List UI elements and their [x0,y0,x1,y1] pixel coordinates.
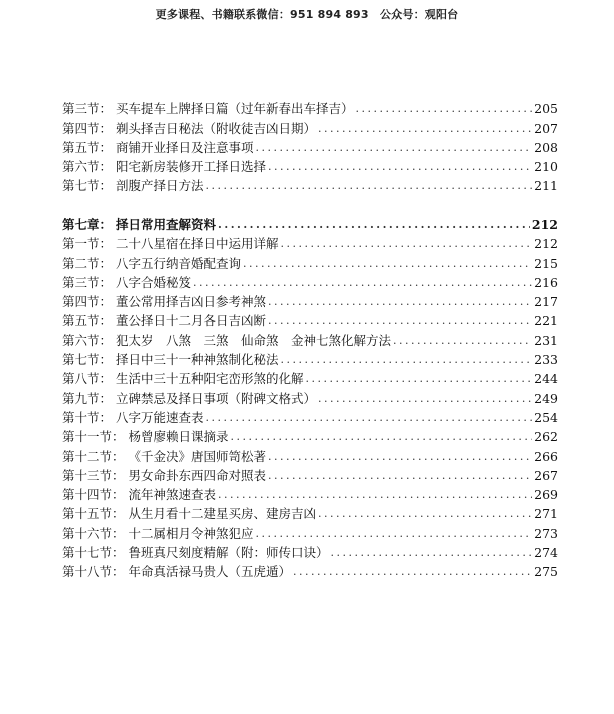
toc-chapter-entry[interactable] [62,211,558,233]
entry-section-number: 第八节： [62,371,113,387]
leader-dots [206,178,533,194]
entry-section-number: 第十一节： [62,429,125,445]
toc-entry[interactable] [62,522,558,541]
leader-dots [193,275,532,291]
chapter-page-number: 212 [531,217,558,232]
entry-page-number: 262 [534,429,558,445]
entry-section-number: 第一节： [62,236,113,252]
entry-page-number: 275 [534,564,558,580]
toc-entry[interactable] [62,407,558,426]
entry-title: 阳宅新房装修开工择日选择 [116,159,267,175]
leader-dots [243,256,532,272]
entry-page-number: 249 [534,390,558,406]
toc-entry[interactable] [62,272,558,291]
toc-entry[interactable] [62,175,558,194]
toc-entry[interactable] [62,233,558,252]
entry-title: 杨曾廖赖日课摘录 [128,429,229,445]
toc-entry[interactable] [62,137,558,156]
entry-page-number: 216 [534,274,558,290]
leader-dots [268,294,532,310]
entry-page-number: 205 [534,101,558,117]
leader-dots [231,429,533,445]
leader-dots [268,449,532,465]
entry-title: 年命真活禄马贵人（五虎遁） [128,564,292,580]
leader-dots [356,101,533,117]
leader-dots [281,236,533,252]
entry-title: 十二属相月令神煞犯应 [128,525,254,541]
toc-entry[interactable] [62,465,558,484]
entry-section-number: 第十七节： [62,545,125,561]
entry-page-number: 266 [534,448,558,464]
entry-title: 剃头择吉日秘法（附收徒吉凶日期） [116,120,317,136]
toc-entry[interactable] [62,387,558,406]
toc-entry[interactable] [62,503,558,522]
toc-entry[interactable] [62,329,558,348]
entry-page-number: 269 [534,487,558,503]
chapter-number: 第七章： [62,217,113,232]
toc-section [62,98,558,194]
entry-page-number: 254 [534,409,558,425]
leader-dots [306,371,533,387]
entry-section-number: 第五节： [62,139,113,155]
entry-section-number: 第十八节： [62,564,125,580]
leader-dots [331,545,533,561]
entry-title: 男女命卦东西四命对照表 [128,467,267,483]
toc-entry[interactable] [62,252,558,271]
entry-page-number: 208 [534,139,558,155]
toc-entry[interactable] [62,349,558,368]
entry-section-number: 第九节： [62,390,113,406]
entry-page-number: 274 [534,545,558,561]
leader-dots [281,352,533,368]
entry-section-number: 第四节： [62,120,113,136]
entry-title: 立碑禁忌及择日事项（附碑文格式） [116,390,317,406]
entry-title: 董公择日十二月各日吉凶断 [116,313,267,329]
entry-section-number: 第十二节： [62,448,125,464]
entry-page-number: 217 [534,294,558,310]
entry-page-number: 267 [534,467,558,483]
toc-entry[interactable] [62,542,558,561]
entry-section-number: 第三节： [62,101,113,117]
toc-entry[interactable] [62,310,558,329]
entry-title: 流年神煞速查表 [128,487,217,503]
entry-title: 剖腹产择日方法 [116,178,204,194]
entry-section-number: 第三节： [62,274,113,290]
entry-section-number: 第十节： [62,409,113,425]
entry-section-number: 第六节： [62,159,113,175]
entry-section-number: 第十五节： [62,506,125,522]
entry-page-number: 210 [534,159,558,175]
toc-entry[interactable] [62,445,558,464]
entry-title: 八字合婚秘笈 [116,274,192,290]
toc-chapter-section [62,211,558,580]
entry-title: 八字五行纳音婚配查询 [116,255,242,271]
entry-section-number: 第四节： [62,294,113,310]
leader-dots [318,121,532,137]
leader-dots [218,217,530,233]
leader-dots [218,487,532,503]
entry-page-number: 211 [534,178,558,194]
entry-section-number: 第七节： [62,178,113,194]
entry-title: 二十八星宿在择日中运用详解 [116,236,279,252]
entry-title: 生活中三十五种阳宅峦形煞的化解 [116,371,304,387]
leader-dots [293,564,532,580]
entry-section-number: 第五节： [62,313,113,329]
toc-entry[interactable] [62,561,558,580]
chapter-title: 择日常用查解资料 [116,217,217,232]
entry-section-number: 第七节： [62,352,113,368]
toc-entry[interactable] [62,368,558,387]
entry-page-number: 231 [534,332,558,348]
leader-dots [393,333,532,349]
leader-dots [268,313,532,329]
toc-entry[interactable] [62,156,558,175]
entry-page-number: 212 [534,236,558,252]
toc-entry[interactable] [62,291,558,310]
entry-page-number: 215 [534,255,558,271]
entry-page-number: 207 [534,120,558,136]
entry-section-number: 第十六节： [62,525,125,541]
entry-title: 商铺开业择日及注意事项 [116,139,254,155]
entry-page-number: 233 [534,352,558,368]
entry-title: 董公常用择吉凶日参考神煞 [116,294,267,310]
page-header: 更多课程、书籍联系微信：951 894 893 公众号：观阳台 [155,8,459,21]
entry-page-number: 244 [534,371,558,387]
leader-dots [268,159,532,175]
entry-section-number: 第十三节： [62,467,125,483]
leader-dots [318,391,532,407]
entry-page-number: 273 [534,525,558,541]
entry-title: 择日中三十一种神煞制化秘法 [116,352,279,368]
entry-title: 八字万能速查表 [116,409,204,425]
leader-dots [206,410,533,426]
leader-dots [268,468,532,484]
leader-dots [256,526,533,542]
toc-entry[interactable] [62,484,558,503]
leader-dots [318,506,532,522]
entry-title: 从生月看十二建星买房、建房吉凶 [128,506,317,522]
leader-dots [256,140,533,156]
entry-title: 鲁班真尺刻度精解（附：师传口诀） [128,545,329,561]
entry-section-number: 第二节： [62,255,113,271]
entry-page-number: 221 [534,313,558,329]
toc-entry[interactable] [62,98,558,117]
toc-entry[interactable] [62,426,558,445]
entry-page-number: 271 [534,506,558,522]
entry-section-number: 第十四节： [62,487,125,503]
entry-section-number: 第六节： [62,332,113,348]
entry-title: 犯太岁 八煞 三煞 仙命煞 金神七煞化解方法 [116,332,392,348]
entry-title: 《千金决》唐国师笥松著 [128,448,267,464]
entry-title: 买车提车上牌择日篇（过年新春出车择吉） [116,101,354,117]
toc-entry[interactable] [62,117,558,136]
